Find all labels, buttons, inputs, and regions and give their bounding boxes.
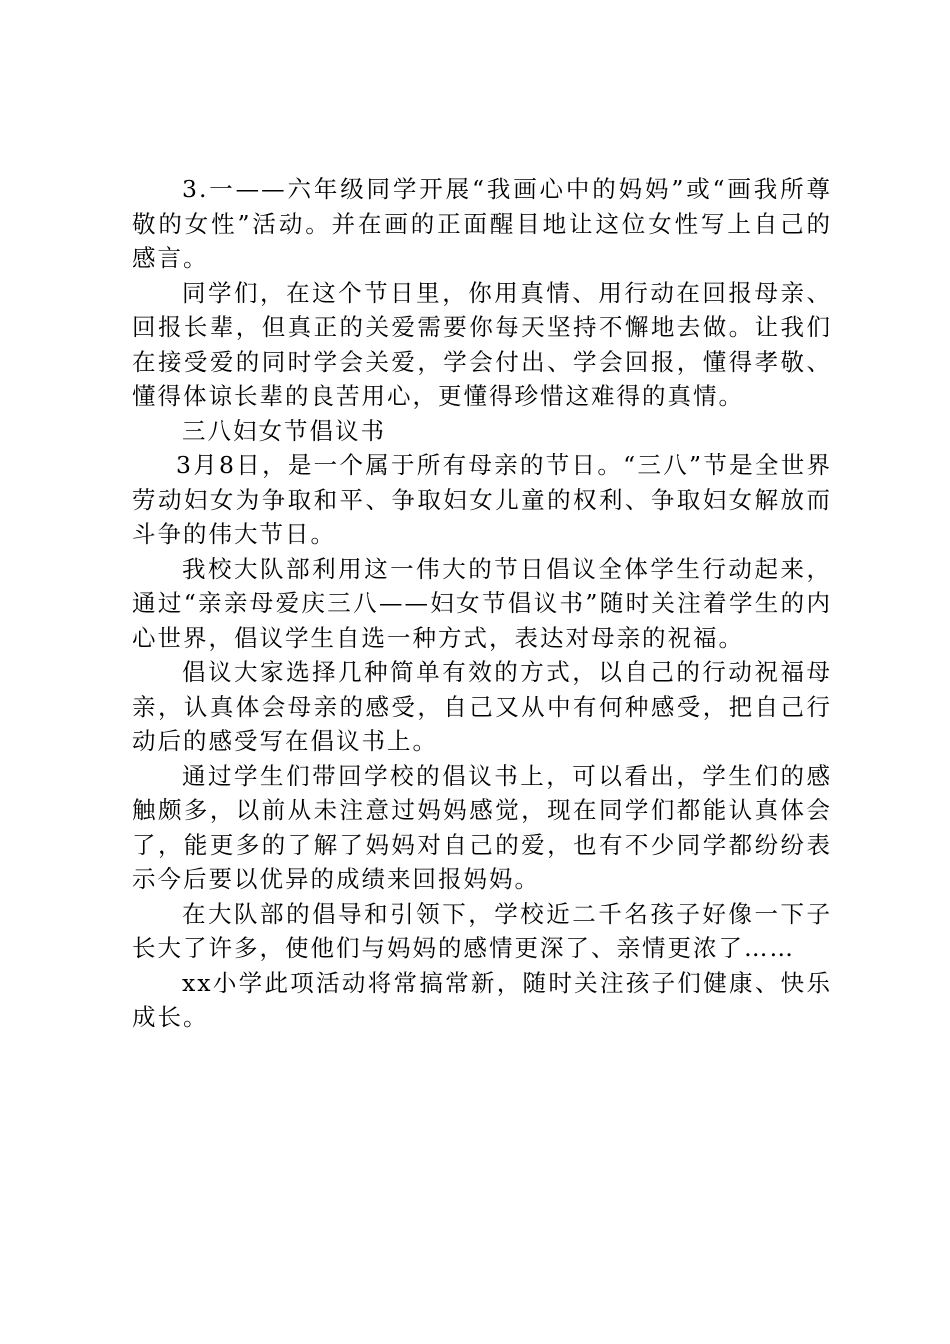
paragraph-suggestion: 倡议大家选择几种简单有效的方式，以自己的行动祝福母亲，认真体会母亲的感受，自己又从中有何种感受，把自己行动后的感受写在倡议书上。 bbox=[132, 658, 832, 755]
paragraph-outcome: 在大队部的倡导和引领下，学校近二千名孩子好像一下子长大了许多，使他们与妈妈的感情更深了、亲情更浓了…… bbox=[132, 899, 832, 962]
paragraph-holiday-intro: 3月8日，是一个属于所有母亲的节日。“三八”节是全世界劳动妇女为争取和平、争取妇女儿童的权利、争取妇女解放而斗争的伟大节日。 bbox=[132, 451, 832, 548]
paragraph-initiative: 我校大队部利用这一伟大的节日倡议全体学生行动起来，通过“亲亲母爱庆三八——妇女节倡议书”随时关注着学生的内心世界，倡议学生自选一种方式，表达对母亲的祝福。 bbox=[132, 554, 832, 652]
paragraph-closing-appeal: 同学们，在这个节日里，你用真情、用行动在回报母亲、回报长辈，但真正的关爱需要你每天坚持不懈地去做。让我们在接受爱的同时学会关爱，学会付出、学会回报，懂得孝敬、懂得体谅长辈的良苦用心，更懂得珍惜这难得的真情。 bbox=[132, 278, 832, 410]
section-heading: 三八妇女节倡议书 bbox=[182, 416, 386, 445]
document-body bbox=[132, 172, 832, 1035]
paragraph-activity-item-3: 3.一——六年级同学开展“我画心中的妈妈”或“画我所尊敬的女性”活动。并在画的正面醒目地让这位女性写上自己的感言。 bbox=[132, 175, 832, 272]
paragraph-feedback: 通过学生们带回学校的倡议书上，可以看出，学生们的感触颇多，以前从未注意过妈妈感觉，现在同学们都能认真体会了，能更多的了解了妈妈对自己的爱，也有不少同学都纷纷表示今后要以优异的成绩来回报妈妈。 bbox=[132, 761, 832, 893]
paragraph-conclusion: xx小学此项活动将常搞常新，随时关注孩子们健康、快乐成长。 bbox=[132, 968, 832, 1031]
